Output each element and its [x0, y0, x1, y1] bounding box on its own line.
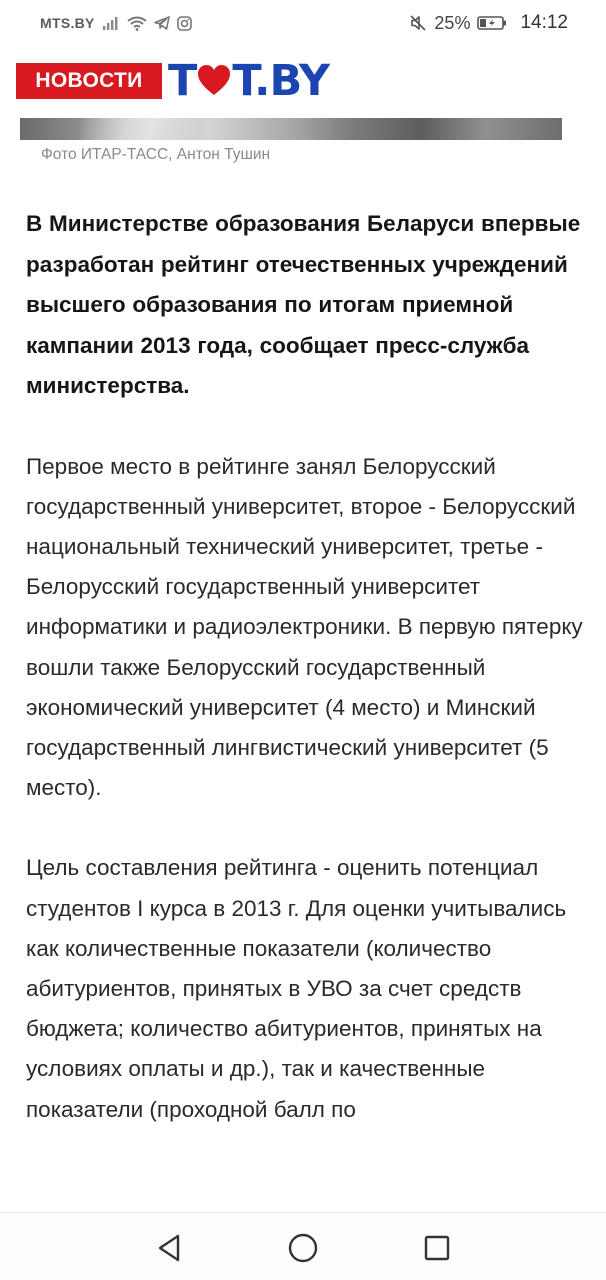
logo-prefix: T	[168, 56, 197, 106]
signal-icon	[102, 16, 120, 30]
carrier-label: MTS.BY	[40, 15, 95, 31]
tutby-logo[interactable]	[168, 58, 329, 104]
status-bar	[0, 0, 606, 46]
article-paragraph-1: Первое место в рейтинге занял Белорусский государственный университет, второе - Белорусский национальный технический университет, третье - Белорусский государственный университет информатики и радиоэлектроники. В первую пятерку вошли также Белорусский государственный экономический университет (4 место) и Минский государственный лингвистический университет (5 место).	[26, 453, 583, 801]
wifi-icon	[127, 16, 147, 31]
article-paragraph-2: Цель составления рейтинга - оценить потенциал студентов I курса в 2013 г. Для оценки учитывались как количественные показатели (количество абитуриентов, принятых в УВО за счет средств бюджета; количество абитуриентов, принятых на условиях оплаты и др.), так и качественные показатели (проходной балл по	[26, 855, 567, 1122]
status-left	[40, 15, 192, 31]
home-icon[interactable]	[286, 1231, 320, 1265]
article-lead: В Министерстве образования Беларуси впервые разработан рейтинг отечественных учреждений высшего образования по итогам приемной кампании 2013 года, сообщает пресс-служба министерства.	[26, 211, 581, 398]
instagram-icon	[177, 16, 192, 31]
heart-icon	[197, 64, 231, 98]
clock: 14:12	[520, 12, 568, 33]
status-right	[409, 12, 568, 34]
recents-icon[interactable]	[420, 1231, 454, 1265]
battery-percent: 25%	[434, 12, 471, 33]
back-icon[interactable]	[152, 1231, 186, 1265]
mute-icon	[409, 14, 427, 32]
article-photo[interactable]	[20, 118, 562, 140]
telegram-icon	[154, 16, 170, 30]
article-body	[26, 204, 586, 1130]
logo-suffix: T.BY	[232, 56, 330, 106]
news-section-link[interactable]: НОВОСТИ	[16, 63, 162, 99]
photo-caption: Фото ИТАР-ТАСС, Антон Тушин	[41, 146, 271, 163]
site-header	[0, 46, 606, 118]
navigation-bar	[0, 1212, 606, 1280]
battery-icon	[477, 15, 507, 31]
